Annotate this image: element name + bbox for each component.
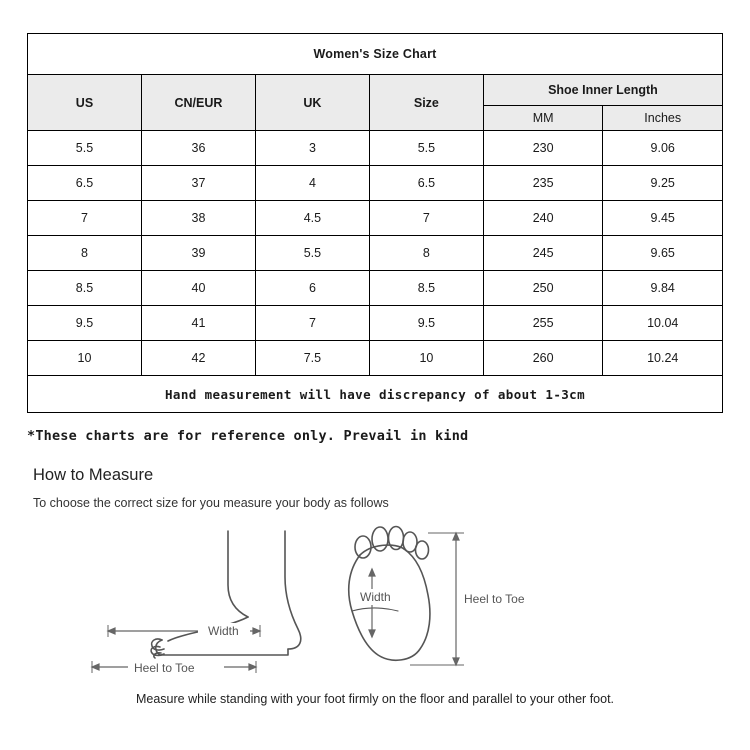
measurement-disclaimer: Hand measurement will have discrepancy of about 1-3cm bbox=[28, 376, 723, 413]
cell-us: 8 bbox=[28, 236, 142, 271]
reference-note: *These charts are for reference only. Prevail in kind bbox=[27, 428, 469, 444]
table-row bbox=[28, 271, 723, 306]
cell-inches: 10.24 bbox=[603, 341, 723, 376]
column-header-inches: Inches bbox=[603, 106, 723, 131]
how-to-measure-title: How to Measure bbox=[33, 466, 154, 484]
column-header-shoe-inner-length: Shoe Inner Length bbox=[483, 75, 722, 106]
cell-uk: 7 bbox=[255, 306, 369, 341]
cell-cneur: 40 bbox=[141, 271, 255, 306]
cell-mm: 260 bbox=[483, 341, 603, 376]
cell-uk: 5.5 bbox=[255, 236, 369, 271]
cell-inches: 9.45 bbox=[603, 201, 723, 236]
table-row bbox=[28, 341, 723, 376]
column-header-size: Size bbox=[369, 75, 483, 131]
cell-cneur: 42 bbox=[141, 341, 255, 376]
cell-us: 6.5 bbox=[28, 166, 142, 201]
cell-uk: 4 bbox=[255, 166, 369, 201]
cell-cneur: 38 bbox=[141, 201, 255, 236]
cell-us: 7 bbox=[28, 201, 142, 236]
foot-diagram-svg bbox=[60, 525, 690, 685]
column-header-us: US bbox=[28, 75, 142, 131]
how-to-measure-subtitle: To choose the correct size for you measure your body as follows bbox=[33, 496, 389, 510]
size-chart-table bbox=[27, 33, 723, 413]
column-header-cneur: CN/EUR bbox=[141, 75, 255, 131]
cell-inches: 9.06 bbox=[603, 131, 723, 166]
size-chart-container bbox=[27, 33, 723, 413]
cell-size: 8 bbox=[369, 236, 483, 271]
table-footer-row bbox=[28, 376, 723, 413]
cell-inches: 9.84 bbox=[603, 271, 723, 306]
cell-mm: 255 bbox=[483, 306, 603, 341]
page-title: Women's Size Chart bbox=[28, 34, 723, 75]
table-row bbox=[28, 166, 723, 201]
cell-uk: 3 bbox=[255, 131, 369, 166]
cell-mm: 250 bbox=[483, 271, 603, 306]
cell-uk: 7.5 bbox=[255, 341, 369, 376]
table-row bbox=[28, 306, 723, 341]
cell-size: 9.5 bbox=[369, 306, 483, 341]
cell-inches: 10.04 bbox=[603, 306, 723, 341]
cell-us: 10 bbox=[28, 341, 142, 376]
cell-inches: 9.25 bbox=[603, 166, 723, 201]
measure-diagram bbox=[60, 525, 690, 685]
table-row bbox=[28, 201, 723, 236]
column-header-mm: MM bbox=[483, 106, 603, 131]
cell-size: 10 bbox=[369, 341, 483, 376]
cell-cneur: 41 bbox=[141, 306, 255, 341]
cell-us: 8.5 bbox=[28, 271, 142, 306]
cell-uk: 4.5 bbox=[255, 201, 369, 236]
cell-size: 5.5 bbox=[369, 131, 483, 166]
column-header-uk: UK bbox=[255, 75, 369, 131]
cell-cneur: 39 bbox=[141, 236, 255, 271]
cell-mm: 235 bbox=[483, 166, 603, 201]
side-width-label: Width bbox=[208, 624, 239, 638]
table-title-row bbox=[28, 34, 723, 75]
cell-mm: 240 bbox=[483, 201, 603, 236]
side-length-label: Heel to Toe bbox=[134, 661, 195, 675]
table-header-row bbox=[28, 75, 723, 106]
table-row bbox=[28, 131, 723, 166]
cell-us: 9.5 bbox=[28, 306, 142, 341]
cell-uk: 6 bbox=[255, 271, 369, 306]
top-width-label: Width bbox=[360, 590, 391, 604]
table-row bbox=[28, 236, 723, 271]
cell-size: 8.5 bbox=[369, 271, 483, 306]
cell-mm: 230 bbox=[483, 131, 603, 166]
cell-size: 7 bbox=[369, 201, 483, 236]
cell-mm: 245 bbox=[483, 236, 603, 271]
measure-caption: Measure while standing with your foot firmly on the floor and parallel to your other foot. bbox=[135, 692, 615, 706]
top-length-label: Heel to Toe bbox=[464, 592, 525, 606]
top-length-dimension bbox=[410, 533, 464, 665]
cell-cneur: 36 bbox=[141, 131, 255, 166]
cell-cneur: 37 bbox=[141, 166, 255, 201]
cell-us: 5.5 bbox=[28, 131, 142, 166]
cell-size: 6.5 bbox=[369, 166, 483, 201]
cell-inches: 9.65 bbox=[603, 236, 723, 271]
